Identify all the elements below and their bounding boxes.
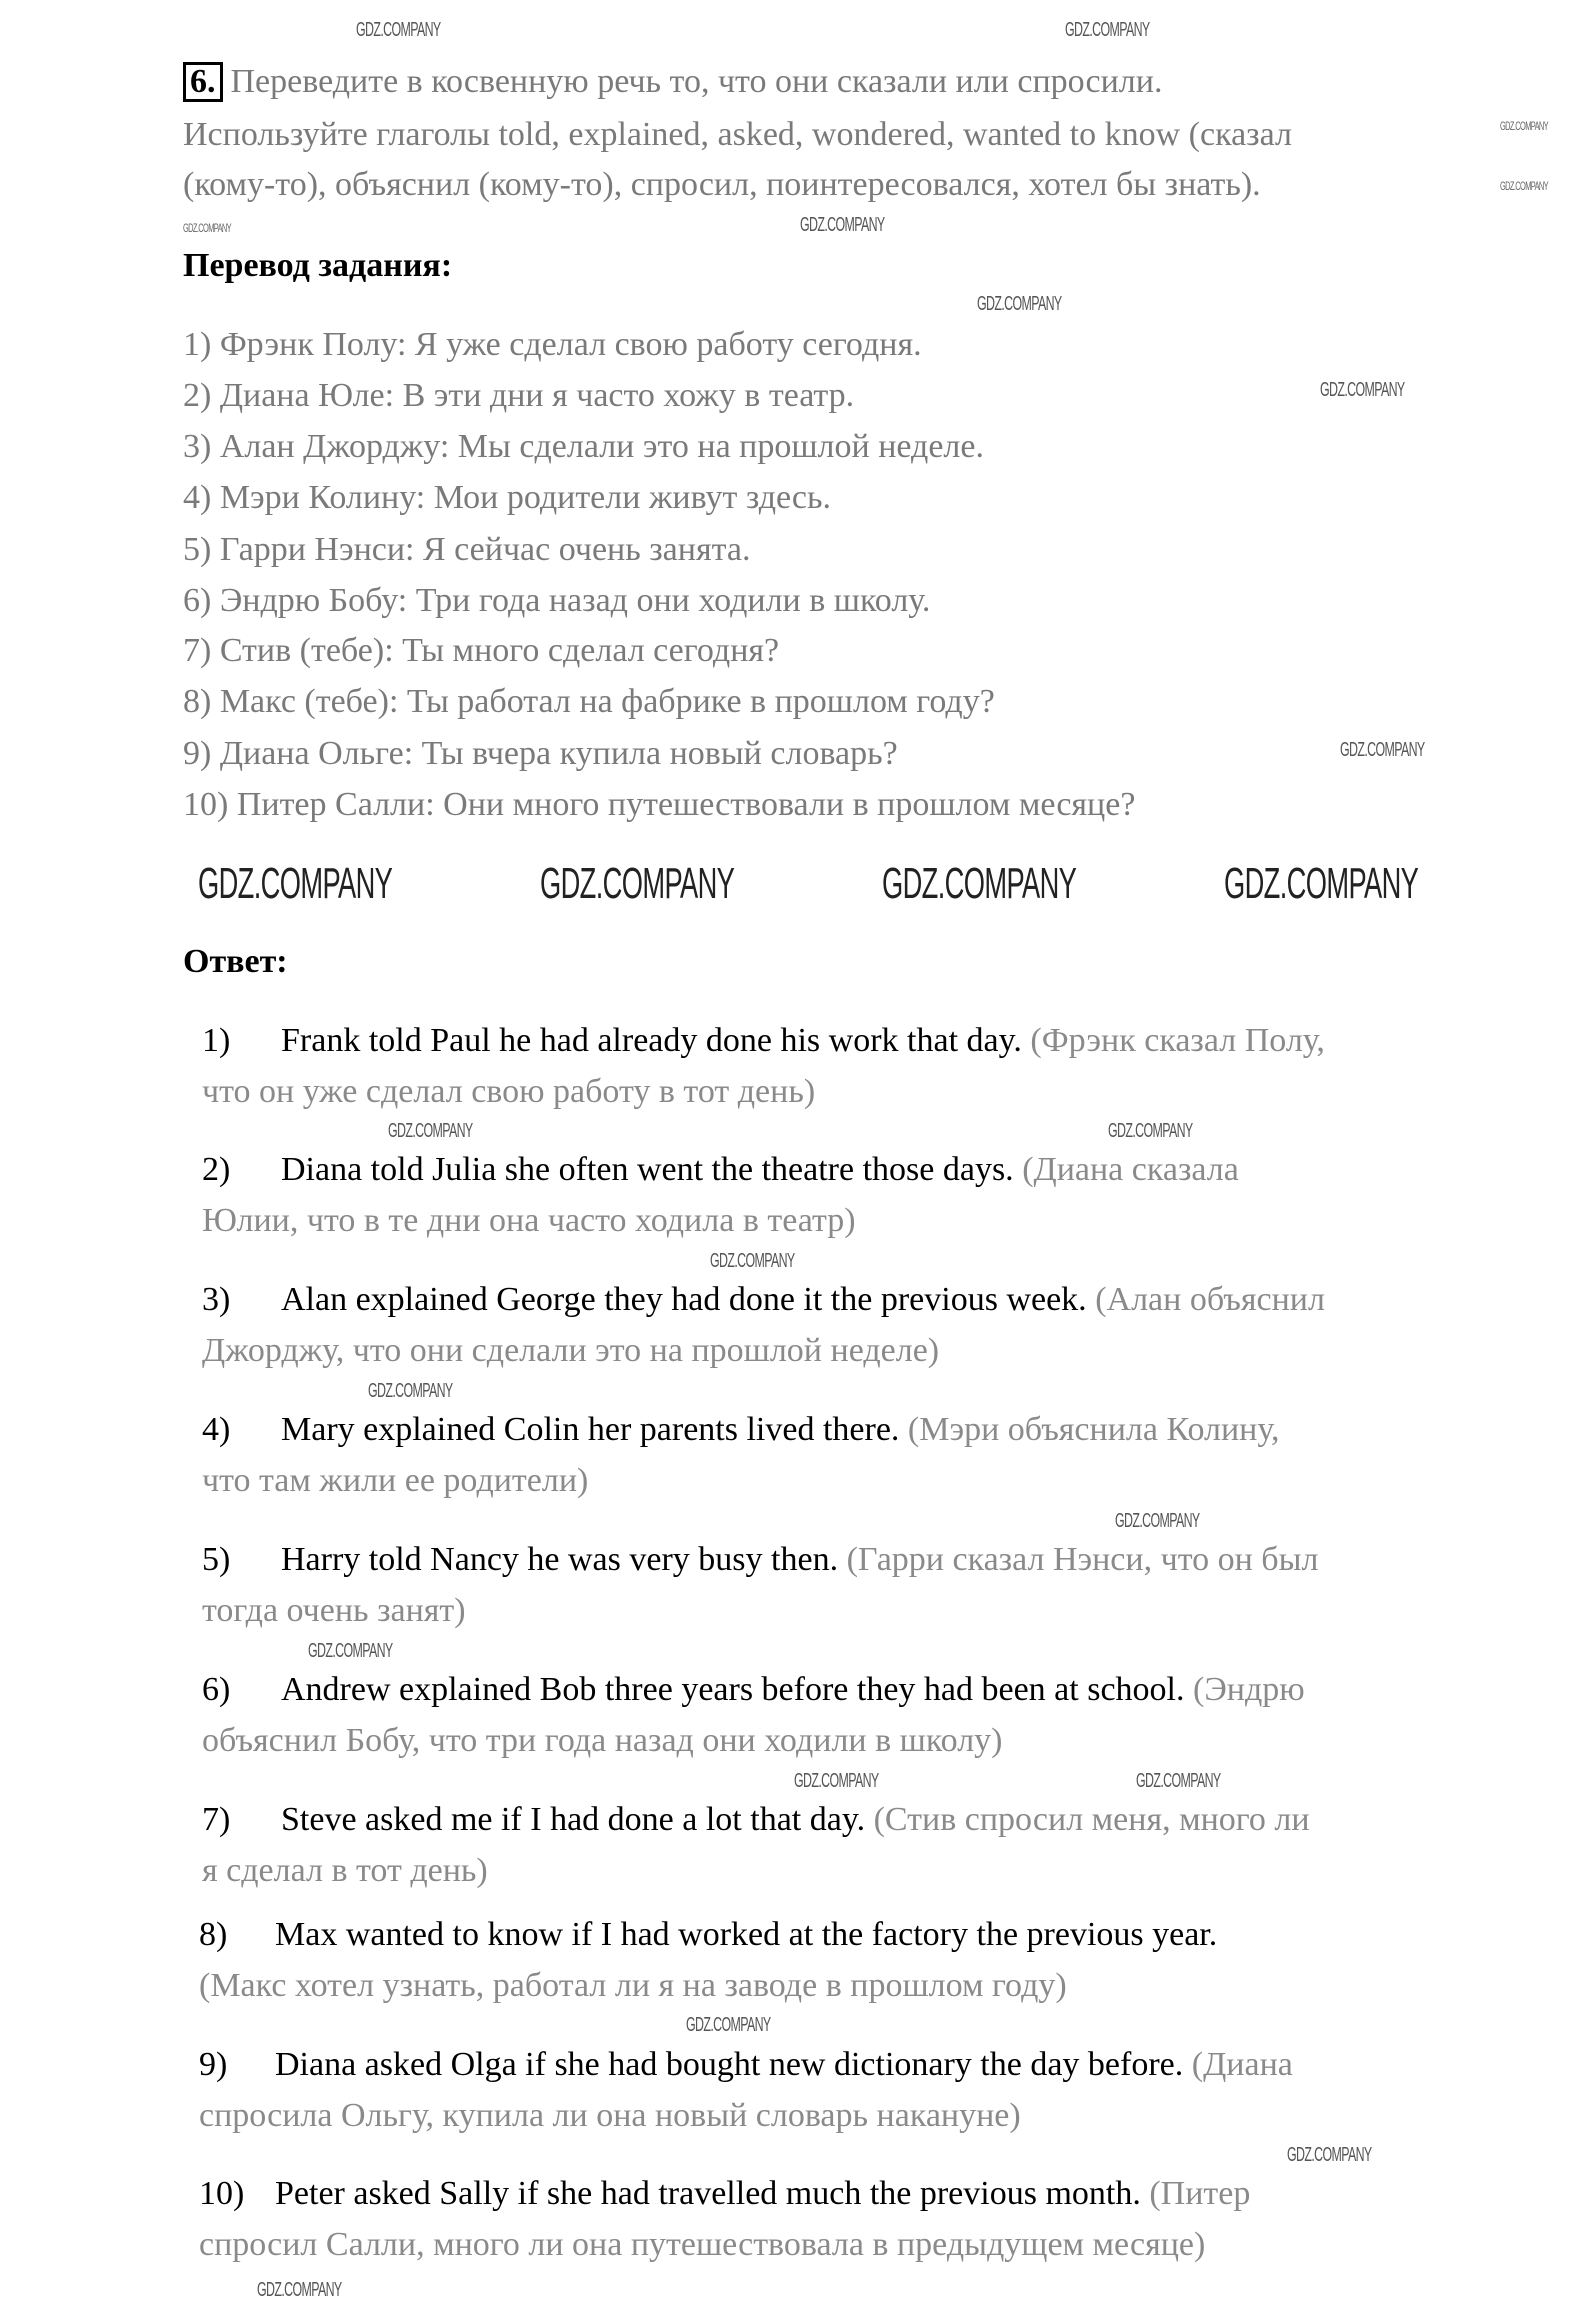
watermark: GDZ.COMPANY <box>183 221 232 235</box>
answer-item: 1) Frank told Paul he had already done his work that day. (Фрэнк сказал Полу, что он уже сделал свою работу в тот день) <box>202 1022 1325 1110</box>
list-item: 7) Стив (тебе): Ты много сделал сегодня? <box>183 632 780 669</box>
list-item: 5) Гарри Нэнси: Я сейчас очень занята. <box>183 531 751 568</box>
watermark: GDZ.COMPANY <box>882 859 1077 908</box>
watermark: GDZ.COMPANY <box>540 859 735 908</box>
answer-item: 9) Diana asked Olga if she had bought new dictionary the day before. (Диана спросила Ольгу, купила ли она новый словарь накануне) <box>199 2046 1293 2134</box>
list-item: 8) Макс (тебе): Ты работал на фабрике в прошлом году? <box>183 683 995 720</box>
answer-item: 8) Max wanted to know if I had worked at the factory the previous year. (Макс хотел узнать, работал ли я на заводе в прошлом году) <box>199 1916 1218 2004</box>
instruction-line-1: 6. Переведите в косвенную речь то, что они сказали или спросили. <box>183 62 1162 102</box>
watermark: GDZ.COMPANY <box>800 214 885 236</box>
list-item: 2) Диана Юле: В эти дни я часто хожу в театр. <box>183 377 855 414</box>
answer-heading: Ответ: <box>183 943 288 980</box>
list-item: 1) Фрэнк Полу: Я уже сделал свою работу сегодня. <box>183 326 922 363</box>
list-item: 3) Алан Джорджу: Мы сделали это на прошлой неделе. <box>183 428 984 465</box>
watermark: GDZ.COMPANY <box>686 2014 771 2036</box>
watermark: GDZ.COMPANY <box>1224 859 1419 908</box>
watermark: GDZ.COMPANY <box>356 19 441 41</box>
watermark: GDZ.COMPANY <box>977 293 1062 315</box>
list-item: 4) Мэри Колину: Мои родители живут здесь. <box>183 479 832 516</box>
instruction-line-3: (кому-то), объяснил (кому-то), спросил, поинтересовался, хотел бы знать). <box>183 166 1261 203</box>
list-item: 10) Питер Салли: Они много путешествовали в прошлом месяце? <box>183 786 1136 823</box>
watermark: GDZ.COMPANY <box>1287 2144 1372 2166</box>
answer-item: 5) Harry told Nancy he was very busy then. (Гарри сказал Нэнси, что он был тогда очень занят) <box>202 1541 1319 1629</box>
watermark: GDZ.COMPANY <box>1340 739 1425 761</box>
watermark: GDZ.COMPANY <box>1115 1510 1200 1532</box>
instruction-line-2: Используйте глаголы told, explained, asked, wondered, wanted to know (сказал <box>183 116 1292 153</box>
watermark: GDZ.COMPANY <box>368 1380 453 1402</box>
answer-item: 2) Diana told Julia she often went the theatre those days. (Диана сказала Юлии, что в те дни она часто ходила в театр) <box>202 1151 1239 1239</box>
answer-item: 4) Mary explained Colin her parents lived there. (Мэри объяснила Колину, что там жили ее родители) <box>202 1411 1280 1499</box>
watermark: GDZ.COMPANY <box>1320 379 1405 401</box>
answer-item: 6) Andrew explained Bob three years before they had been at school. (Эндрю объяснил Бобу, что три года назад они ходили в школу) <box>202 1671 1305 1759</box>
watermark: GDZ.COMPANY <box>794 1770 879 1792</box>
watermark: GDZ.COMPANY <box>198 859 393 908</box>
watermark: GDZ.COMPANY <box>1108 1120 1193 1142</box>
answer-item: 7) Steve asked me if I had done a lot that day. (Стив спросил меня, много ли я сделал в тот день) <box>202 1801 1310 1889</box>
list-item: 6) Эндрю Бобу: Три года назад они ходили в школу. <box>183 582 931 619</box>
watermark: GDZ.COMPANY <box>1500 119 1549 133</box>
task-number: 6. <box>183 62 223 102</box>
watermark: GDZ.COMPANY <box>308 1640 393 1662</box>
watermark: GDZ.COMPANY <box>257 2279 342 2301</box>
watermark: GDZ.COMPANY <box>1136 1770 1221 1792</box>
watermark: GDZ.COMPANY <box>1065 19 1150 41</box>
watermark: GDZ.COMPANY <box>388 1120 473 1142</box>
answer-item: 10) Peter asked Sally if she had travelled much the previous month. (Питер спросил Салли, много ли она путешествовала в предыдущем месяце) <box>199 2175 1251 2263</box>
list-item: 9) Диана Ольге: Ты вчера купила новый словарь? <box>183 735 898 772</box>
translation-heading: Перевод задания: <box>183 247 453 284</box>
watermark: GDZ.COMPANY <box>1500 179 1549 193</box>
watermark: GDZ.COMPANY <box>710 1250 795 1272</box>
answer-item: 3) Alan explained George they had done it the previous week. (Алан объяснил Джорджу, что они сделали это на прошлой неделе) <box>202 1281 1325 1369</box>
